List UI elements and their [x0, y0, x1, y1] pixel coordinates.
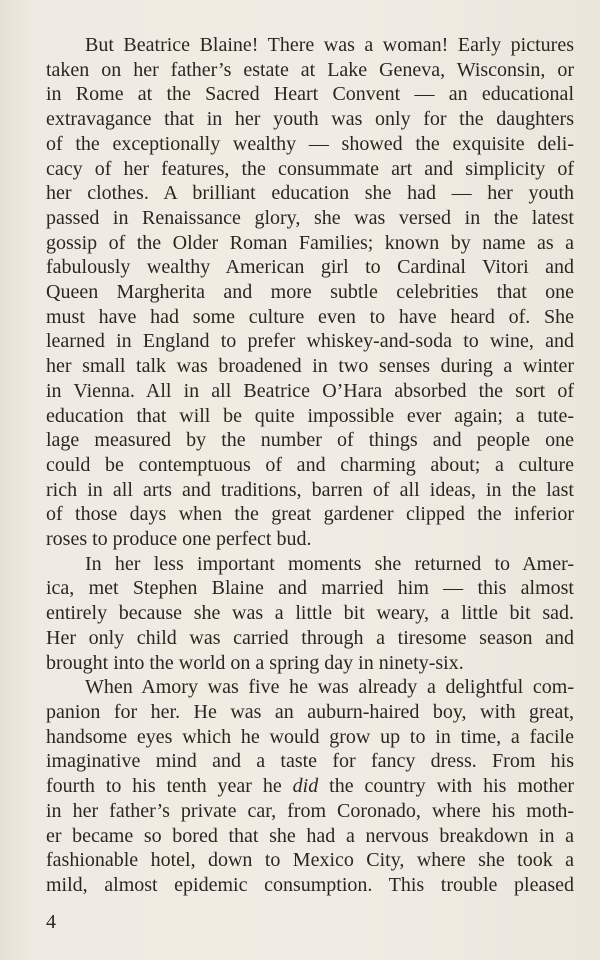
text-line: of those days when the great gardener clipped the inferior	[46, 503, 574, 526]
text-line: Her only child was carried through a tiresome season and	[46, 626, 574, 649]
body-text	[46, 33, 574, 898]
page-number: 4	[46, 911, 56, 933]
text-line: in her father’s private car, from Coronado, where his moth-	[46, 799, 574, 822]
text-line: passed in Renaissance glory, she was versed in the latest	[46, 206, 574, 229]
text-line: brought into the world on a spring day in ninety-six.	[46, 651, 464, 674]
text-line: rich in all arts and traditions, barren of all ideas, in the last	[46, 478, 574, 501]
text-line-with-emphasis	[46, 774, 574, 799]
text-line: imaginative mind and a taste for fancy dress. From his	[46, 750, 574, 773]
text-line: in Rome at the Sacred Heart Convent — an educational	[46, 83, 574, 106]
paragraph-1	[46, 33, 574, 552]
paragraph-3	[46, 675, 574, 897]
text-line: handsome eyes which he would grow up to in time, a facile	[46, 725, 574, 748]
text-line: roses to produce one perfect bud.	[46, 528, 312, 551]
text-line: mild, almost epidemic consumption. This trouble pleased	[46, 873, 574, 896]
text-line: entirely because she was a little bit weary, a little bit sad.	[46, 602, 574, 625]
text-line: ica, met Stephen Blaine and married him — this almost	[46, 577, 574, 600]
text-line: her clothes. A brilliant education she had — her youth	[46, 182, 574, 205]
text-line: could be contemptuous of and charming about; a culture	[46, 453, 574, 476]
text-line: panion for her. He was an auburn-haired boy, with great,	[46, 700, 574, 723]
text-line: In her less important moments she returned to Amer-	[85, 552, 574, 575]
text-line: Queen Margherita and more subtle celebrities that one	[46, 281, 574, 304]
text-line: lage measured by the number of things and people one	[46, 429, 574, 452]
text-line: of the exceptionally wealthy — showed the exquisite deli-	[46, 132, 574, 155]
text-line: fashionable hotel, down to Mexico City, where she took a	[46, 849, 574, 872]
text-line: in Vienna. All in all Beatrice O’Hara absorbed the sort of	[46, 379, 574, 402]
text-line: But Beatrice Blaine! There was a woman! Early pictures	[85, 34, 574, 56]
text-line: er became so bored that she had a nervous breakdown in a	[46, 824, 574, 847]
text-line: gossip of the Older Roman Families; known by name as a	[46, 231, 574, 254]
text-line: education that will be quite impossible ever again; a tute-	[46, 404, 574, 427]
emphasized-word: did	[292, 775, 319, 798]
text-line: fabulously wealthy American girl to Cardinal Vitori and	[46, 256, 574, 279]
text-line: learned in England to prefer whiskey-and-soda to wine, and	[46, 330, 574, 353]
text-line: must have had some culture even to have heard of. She	[46, 305, 574, 328]
text-line: cacy of her features, the consummate art and simplicity of	[46, 157, 574, 180]
paragraph-2	[46, 552, 574, 676]
text-run: the country with his mother	[318, 775, 574, 798]
text-line: When Amory was five he was already a delightful com-	[85, 676, 574, 699]
text-run: fourth to his tenth year he	[46, 775, 293, 798]
text-line: extravagance that in her youth was only for the daughters	[46, 108, 574, 131]
text-line: her small talk was broadened in two senses during a winter	[46, 355, 574, 378]
text-line: taken on her father’s estate at Lake Geneva, Wisconsin, or	[46, 58, 574, 81]
